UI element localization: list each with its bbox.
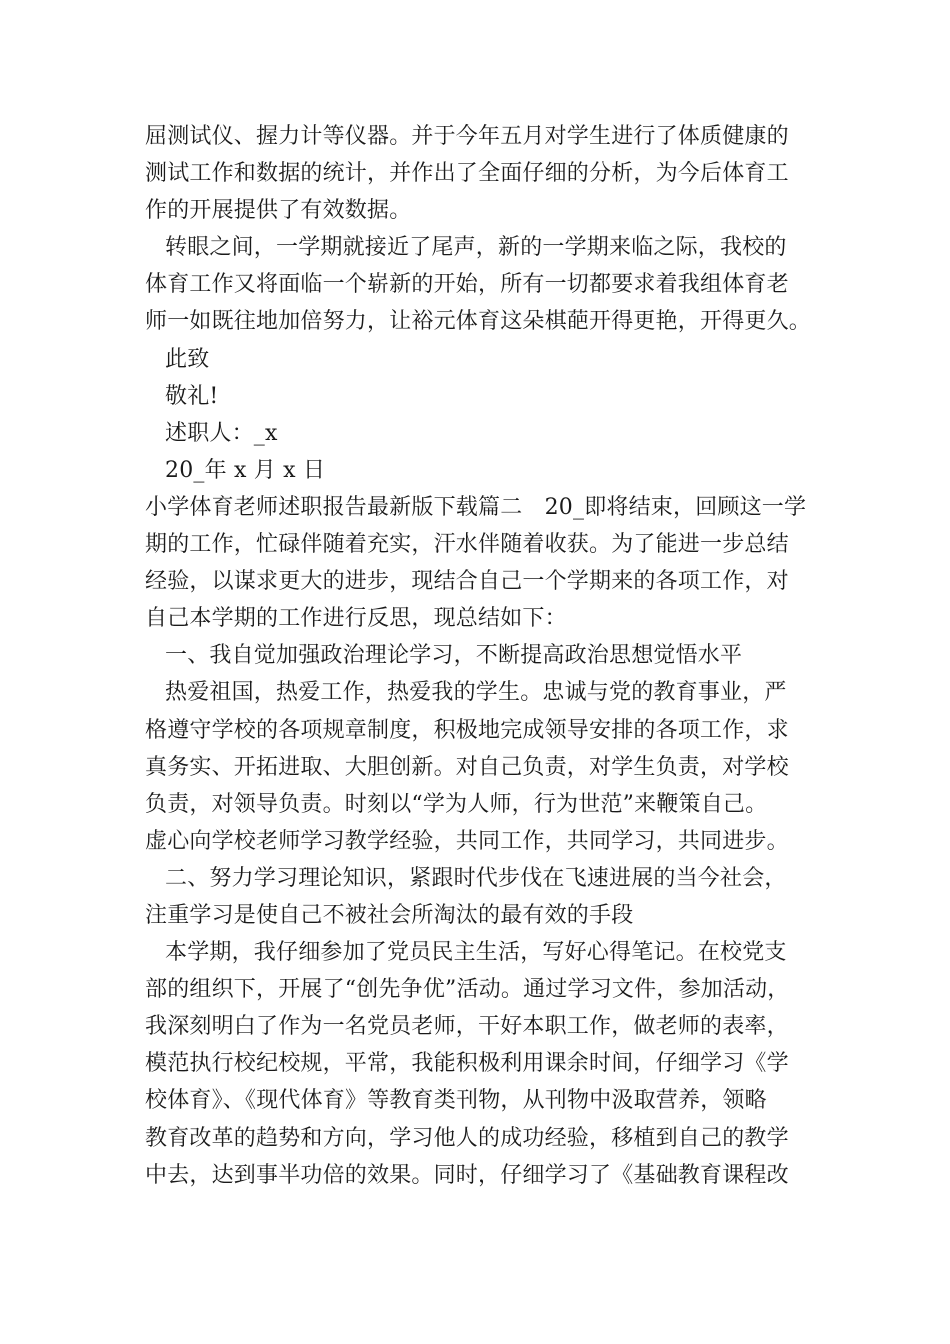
text-line: 经验，以谋求更大的进步，现结合自己一个学期来的各项工作，对 xyxy=(145,569,789,595)
text-line: 转眼之间，一学期就接近了尾声，新的一学期来临之际，我校的 xyxy=(165,235,787,261)
heading-two: 二、努力学习理论知识，紧跟时代步伐在飞速进展的当今社会， xyxy=(165,865,787,891)
heading-one: 一、我自觉加强政治理论学习，不断提高政治思想觉悟水平 xyxy=(165,643,743,669)
text-line: 负责，对领导负责。时刻以“学为人师，行为世范”来鞭策自己。 xyxy=(145,791,768,817)
text-line: 自己本学期的工作进行反思，现总结如下： xyxy=(145,606,567,632)
closing-salutation: 此致 xyxy=(165,346,210,372)
text-line: 格遵守学校的各项规章制度，积极地完成领导安排的各项工作，求 xyxy=(145,717,789,743)
text-line: 真务实、开拓进取、大胆创新。对自己负责，对学生负责，对学校 xyxy=(145,754,789,780)
text-line: 中去，达到事半功倍的效果。同时，仔细学习了《基础教育课程改 xyxy=(145,1162,789,1188)
date-line: 20_年 x 月 x 日 xyxy=(165,457,326,483)
text-line: 校体育》、《现代体育》等教育类刊物，从刊物中汲取营养，领略 xyxy=(145,1088,767,1114)
section-title-line: 小学体育老师述职报告最新版下载篇二 20_即将结束，回顾这一学 xyxy=(145,494,807,520)
text-line: 我深刻明白了作为一名党员老师，干好本职工作，做老师的表率， xyxy=(145,1014,789,1040)
closing-regards: 敬礼! xyxy=(165,383,219,409)
text-line: 期的工作，忙碌伴随着充实，汗水伴随着收获。为了能进一步总结 xyxy=(145,532,789,558)
text-line: 屈测试仪、握力计等仪器。并于今年五月对学生进行了体质健康的 xyxy=(145,124,789,149)
text-line: 测试工作和数据的统计，并作出了全面仔细的分析，为今后体育工 xyxy=(145,161,789,187)
signature-line: 述职人：_x xyxy=(165,420,278,446)
text-line: 作的开展提供了有效数据。 xyxy=(145,198,412,224)
text-line: 热爱祖国，热爱工作，热爱我的学生。忠诚与党的教育事业，严 xyxy=(165,680,787,706)
text-line: 体育工作又将面临一个崭新的开始，所有一切都要求着我组体育老 xyxy=(145,272,789,298)
text-line: 教育改革的趋势和方向，学习他人的成功经验，移植到自己的教学 xyxy=(145,1125,789,1151)
text-line: 本学期，我仔细参加了党员民主生活，写好心得笔记。在校党支 xyxy=(165,940,787,966)
heading-two-continued: 注重学习是使自己不被社会所淘汰的最有效的手段 xyxy=(145,902,634,928)
document-body xyxy=(145,118,815,1194)
text-line: 模范执行校纪校规，平常，我能积极利用课余时间，仔细学习《学 xyxy=(145,1051,789,1077)
text-line: 虚心向学校老师学习教学经验，共同工作，共同学习，共同进步。 xyxy=(145,828,789,854)
text-line: 师一如既往地加倍努力，让裕元体育这朵棋葩开得更艳，开得更久。 xyxy=(145,309,812,335)
text-line: 部的组织下，开展了“创先争优”活动。通过学习文件，参加活动， xyxy=(145,977,790,1003)
